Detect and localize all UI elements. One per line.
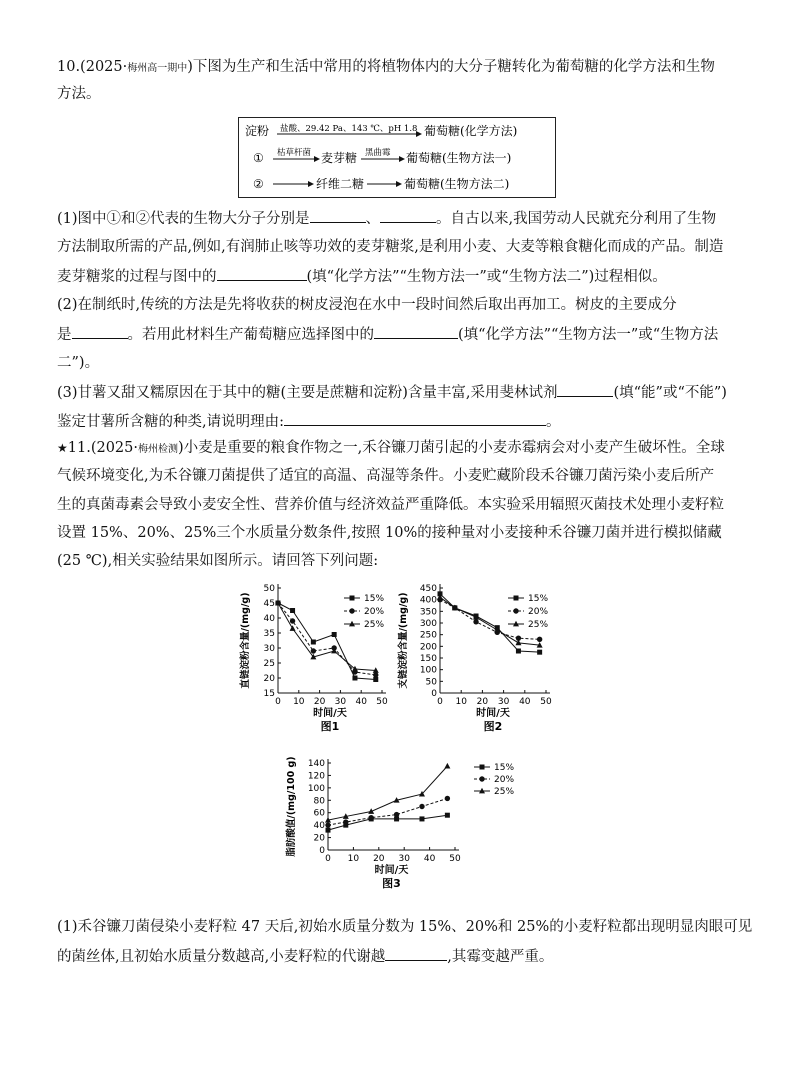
x-tick-label: 20	[476, 697, 489, 707]
y-tick-label: 50	[425, 677, 437, 688]
q10-part2-line3: 二”)。	[57, 355, 100, 371]
data-point-triangle	[290, 625, 296, 631]
q11-number: 11.(2025·	[67, 440, 138, 456]
y-tick-label: 50	[263, 584, 275, 594]
data-point-circle	[394, 812, 399, 817]
text: (填“能”或“不能”)	[613, 385, 727, 401]
text: 。	[546, 414, 561, 430]
chart-title: 图3	[382, 877, 401, 890]
x-tick-label: 50	[540, 697, 552, 707]
data-point-circle	[343, 819, 348, 824]
q10-part3-line1	[57, 382, 727, 403]
y-tick-label: 100	[419, 665, 437, 676]
data-point-circle	[290, 618, 295, 623]
legend-label: 20%	[494, 775, 515, 785]
answer-blank[interactable]	[374, 324, 458, 339]
y-tick-label: 120	[307, 771, 325, 782]
flow-aspergillus-label: 黑曲霉	[365, 148, 391, 158]
series-line-15%	[278, 603, 376, 680]
y-tick-label: 150	[419, 654, 437, 664]
q10-part1-line3	[57, 266, 667, 287]
x-tick-label: 0	[275, 697, 281, 707]
legend-label: 20%	[528, 607, 549, 617]
y-tick-label: 250	[419, 630, 437, 641]
legend-label: 25%	[528, 620, 549, 630]
q10-stem: )下图为生产和生活中常用的将植物体内的大分子糖转化为葡萄糖的化学方法和生物	[187, 59, 715, 75]
x-tick-label: 40	[355, 697, 367, 707]
legend-marker-square	[350, 596, 355, 601]
q11-line1	[57, 438, 725, 460]
answer-blank[interactable]	[310, 208, 366, 223]
y-tick-label: 35	[263, 629, 275, 639]
y-tick-label: 40	[263, 614, 275, 624]
chart-title: 图1	[320, 720, 340, 733]
y-tick-label: 400	[419, 595, 437, 606]
text: 鉴定甘薯所含糖的种类,请说明理由:	[57, 414, 284, 430]
data-point-square	[419, 816, 424, 821]
series-line-25%	[440, 597, 540, 645]
y-axis-label: 支链淀粉含量/(mg/g)	[398, 592, 409, 689]
flow-cellobiose: 纤维二糖	[316, 177, 365, 191]
text: 。若用此材料生产葡萄糖应选择图中的	[127, 327, 374, 343]
figure-3-chart	[282, 755, 518, 910]
q11-stem: )小麦是重要的粮食作物之一,禾谷镰刀菌引起的小麦赤霉病会对小麦产生破坏性。全球	[178, 440, 725, 456]
y-axis-label: 脂肪酸值/(mg/100 g)	[286, 756, 297, 857]
data-point-square	[537, 650, 542, 655]
x-axis-label: 时间/天	[476, 708, 510, 719]
legend-marker-circle	[479, 776, 484, 781]
x-axis-label: 时间/天	[374, 865, 409, 876]
y-tick-label: 350	[419, 607, 437, 618]
legend-label: 15%	[364, 594, 385, 604]
y-tick-label: 300	[419, 619, 437, 629]
legend-marker-circle	[513, 608, 518, 613]
y-tick-label: 60	[313, 808, 325, 819]
legend-label: 20%	[364, 607, 385, 617]
q11-line5: (25 ℃),相关实验结果如图所示。请回答下列问题:	[57, 553, 379, 569]
q11-line3: 生的真菌毒素会导致小麦安全性、营养价值与经济效益严重降低。本实验采用辐照灭菌技术处理小麦籽粒	[57, 497, 724, 513]
x-tick-label: 0	[437, 697, 443, 707]
flow-glucose-chem: 葡萄糖(化学方法)	[424, 124, 518, 138]
q10-line1	[57, 57, 715, 79]
legend-label: 15%	[528, 594, 549, 604]
q10-part3-line2	[57, 411, 561, 432]
x-tick-label: 30	[398, 854, 410, 864]
legend-marker-square	[480, 765, 485, 770]
text: 麦芽糖浆的过程与图中的	[57, 269, 217, 285]
q10-source-tag: 梅州高一期中	[127, 63, 188, 74]
x-tick-label: 50	[376, 697, 388, 707]
y-tick-label: 140	[307, 759, 325, 769]
figure-1-chart	[238, 578, 394, 740]
data-point-square	[445, 813, 450, 818]
q10-part1-line2: 方法制取所需的产品,例如,有润肺止咳等功效的麦芽糖浆,是利用小麦、大麦等粮食糖化而成的产品。制造	[57, 239, 724, 255]
legend-label: 25%	[494, 787, 515, 797]
y-tick-label: 80	[313, 796, 325, 807]
x-tick-label: 20	[313, 697, 326, 707]
flow-diagram-svg	[239, 118, 555, 197]
data-point-square	[516, 649, 521, 654]
text: (填“化学方法”“生物方法一”或“生物方法	[458, 327, 719, 343]
legend-marker-square	[514, 596, 519, 601]
legend-marker-circle	[349, 608, 354, 613]
x-tick-label: 10	[293, 697, 305, 707]
answer-blank[interactable]	[380, 208, 436, 223]
y-tick-label: 100	[307, 783, 325, 794]
answer-blank[interactable]	[217, 266, 307, 281]
answer-blank[interactable]	[557, 382, 613, 397]
y-tick-label: 0	[431, 689, 437, 699]
text: (填“化学方法”“生物方法一”或“生物方法二”)过程相似。	[306, 269, 667, 285]
y-tick-label: 45	[263, 599, 275, 609]
text: (3)甘薯又甜又糯原因在于其中的糖(主要是蔗糖和淀粉)含量丰富,采用斐林试剂	[57, 385, 558, 401]
answer-blank[interactable]	[284, 411, 546, 426]
data-point-square	[326, 828, 331, 833]
flow-glucose-bio1: 葡萄糖(生物方法一)	[406, 151, 512, 165]
flow-starch: 淀粉	[245, 124, 270, 138]
series-line-20%	[278, 603, 376, 675]
x-tick-label: 10	[455, 697, 467, 707]
data-point-circle	[445, 796, 450, 801]
x-tick-label: 50	[449, 854, 461, 864]
y-tick-label: 30	[263, 644, 275, 654]
text: 。自古以来,我国劳动人民就充分利用了生物	[436, 211, 717, 227]
data-point-square	[332, 632, 337, 637]
answer-blank[interactable]	[385, 946, 447, 961]
q10-part2-line1: (2)在制纸时,传统的方法是先将收获的树皮浸泡在水中一段时间然后取出再加工。树皮的主要成分	[57, 297, 677, 313]
star-icon: ★	[57, 441, 68, 455]
data-point-circle	[419, 804, 424, 809]
y-tick-label: 20	[313, 833, 325, 844]
chart-title: 图2	[483, 720, 503, 733]
y-tick-label: 450	[419, 584, 437, 594]
data-point-circle	[311, 648, 316, 653]
q10-line2: 方法。	[57, 86, 101, 102]
x-tick-label: 30	[334, 697, 347, 707]
data-point-circle	[368, 815, 373, 820]
q11-line2: 气候环境变化,为禾谷镰刀菌提供了适宜的高温、高湿等条件。小麦贮藏阶段禾谷镰刀菌污染小麦后所产	[57, 468, 715, 484]
q11-line4: 设置 15%、20%、25%三个水质量分数条件,按照 10%的接种量对小麦接种禾谷镰刀菌并进行模拟储藏	[57, 525, 722, 541]
text: ,其霉变越严重。	[447, 949, 554, 965]
x-tick-label: 20	[373, 854, 385, 864]
flow-maltose: 麦芽糖	[321, 151, 358, 165]
data-point-square	[352, 676, 357, 681]
q11-part1-line1: (1)禾谷镰刀菌侵染小麦籽粒 47 天后,初始水质量分数为 15%、20%和 25%的小麦籽粒都出现明显肉眼可见	[57, 919, 753, 935]
flow-glucose-bio2: 葡萄糖(生物方法二)	[404, 177, 510, 191]
x-tick-label: 10	[347, 854, 360, 864]
data-point-square	[290, 608, 295, 613]
data-point-circle	[325, 822, 330, 827]
y-axis-label: 直链淀粉含量/(mg/g)	[240, 592, 251, 689]
answer-blank[interactable]	[72, 324, 128, 339]
y-tick-label: 40	[313, 821, 325, 832]
flow-chem-condition: 盐酸、29.42 Pa、143 ℃、pH 1.8	[280, 124, 418, 134]
q10-number: 10.(2025·	[57, 59, 128, 75]
flow-diagram	[238, 117, 556, 198]
q10-part2-line2	[57, 324, 718, 345]
text: (1)图中①和②代表的生物大分子分别是	[57, 211, 310, 227]
flow-bacillus-label: 枯草杆菌	[277, 148, 312, 158]
y-tick-label: 25	[263, 659, 275, 669]
text: 、	[365, 211, 381, 227]
x-tick-label: 40	[519, 697, 531, 707]
flow-label-2: ②	[253, 177, 264, 191]
y-tick-label: 20	[263, 674, 275, 684]
series-line-25%	[328, 766, 447, 820]
text: 是	[57, 327, 72, 343]
x-axis-label: 时间/天	[313, 708, 347, 719]
data-point-square	[373, 677, 378, 682]
legend-label: 15%	[494, 763, 515, 773]
legend-label: 25%	[364, 620, 385, 630]
text: 的菌丝体,且初始水质量分数越高,小麦籽粒的代谢越	[57, 949, 386, 965]
y-tick-label: 200	[419, 642, 437, 653]
figure-2-chart	[396, 578, 562, 740]
data-point-triangle	[515, 640, 521, 646]
x-tick-label: 40	[423, 854, 436, 864]
data-point-circle	[473, 619, 478, 624]
data-point-triangle	[444, 763, 450, 769]
q11-part1-line2	[57, 946, 553, 967]
q10-part1-line1	[57, 208, 716, 229]
flow-label-1: ①	[253, 151, 264, 165]
data-point-square	[311, 640, 316, 645]
y-tick-label: 15	[263, 689, 275, 699]
y-tick-label: 0	[319, 846, 325, 856]
x-tick-label: 0	[325, 854, 331, 864]
x-tick-label: 30	[497, 697, 510, 707]
data-point-circle	[537, 637, 542, 642]
q11-source-tag: 梅州检测	[138, 444, 178, 455]
data-point-circle	[373, 672, 378, 677]
